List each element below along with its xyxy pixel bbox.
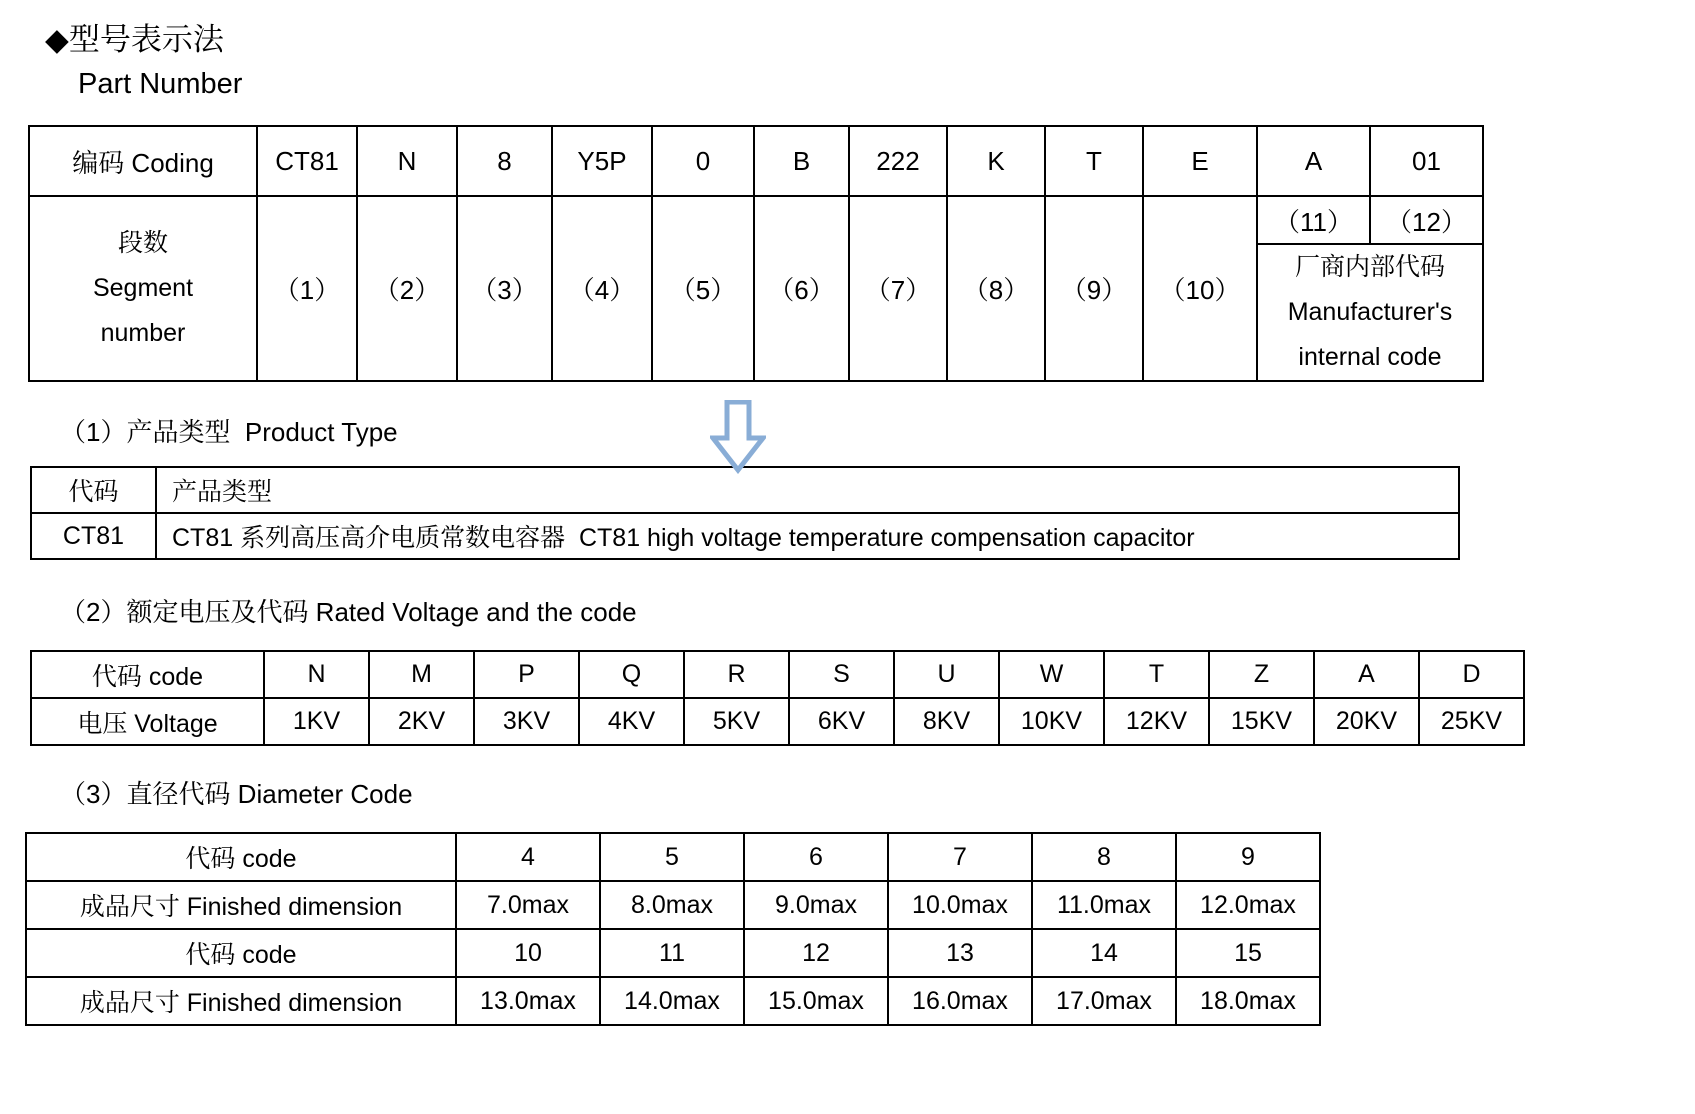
page-title-cn: ◆型号表示法 (45, 22, 224, 57)
segment-label-en2: number (100, 319, 186, 347)
diameter-dimension-label-cell: 成品尺寸 Finished dimension (26, 881, 456, 929)
part-number-coding-table (28, 125, 1484, 382)
down-arrow-shape (713, 402, 763, 470)
code-cell: B (754, 126, 849, 196)
down-arrow-icon (710, 400, 766, 474)
rated-voltage-table (30, 650, 1525, 746)
diameter-dimension-cell: 14.0max (600, 977, 744, 1025)
section-heading-diameter-code: （3）直径代码 Diameter Code (60, 779, 413, 809)
voltage-code-row (31, 651, 1524, 698)
voltage-code-cell: R (684, 651, 789, 698)
diameter-dimension-cell: 7.0max (456, 881, 600, 929)
coding-row (29, 126, 1483, 196)
voltage-value-cell: 3KV (474, 698, 579, 745)
diameter-dimension-cell: 16.0max (888, 977, 1032, 1025)
diameter-code-cell: 6 (744, 833, 888, 881)
voltage-code-cell: Q (579, 651, 684, 698)
diameter-dimension-cell: 9.0max (744, 881, 888, 929)
segment-cell: （6） (754, 196, 849, 381)
diameter-dimension-cell: 8.0max (600, 881, 744, 929)
diameter-code-cell: 4 (456, 833, 600, 881)
voltage-value-cell: 4KV (579, 698, 684, 745)
voltage-value-cell: 5KV (684, 698, 789, 745)
voltage-code-cell: T (1104, 651, 1209, 698)
diameter-dimension-cell: 11.0max (1032, 881, 1176, 929)
product-code-value-cell: CT81 (31, 513, 156, 559)
voltage-value-cell: 25KV (1419, 698, 1524, 745)
segment-cell: （8） (947, 196, 1045, 381)
segment-12-cell: （12） (1370, 196, 1483, 244)
internal-code-en2: internal code (1298, 343, 1442, 371)
diameter-code-cell: 12 (744, 929, 888, 977)
diameter-code-cell: 7 (888, 833, 1032, 881)
voltage-value-row (31, 698, 1524, 745)
diameter-code-cell: 9 (1176, 833, 1320, 881)
diameter-code-cell: 11 (600, 929, 744, 977)
product-type-table (30, 466, 1460, 560)
segment-11-cell: （11） (1257, 196, 1370, 244)
voltage-label-cell: 电压 Voltage (31, 698, 264, 745)
section-heading-rated-voltage: （2）额定电压及代码 Rated Voltage and the code (60, 597, 637, 627)
product-type-value-row (31, 513, 1459, 559)
diameter-dimension-cell: 10.0max (888, 881, 1032, 929)
diameter-dimension-cell: 13.0max (456, 977, 600, 1025)
diameter-dimension-cell: 12.0max (1176, 881, 1320, 929)
segment-cell: （2） (357, 196, 457, 381)
product-type-value-cell: CT81 系列高压高介电质常数电容器 CT81 high voltage temperature compensation capacitor (156, 513, 1459, 559)
segment-cell: （5） (652, 196, 754, 381)
section-heading-product-type: （1）产品类型 Product Type (60, 417, 398, 447)
diameter-dimension-cell: 18.0max (1176, 977, 1320, 1025)
diameter-dimension-cell: 15.0max (744, 977, 888, 1025)
diameter-code-cell: 14 (1032, 929, 1176, 977)
diameter-code-cell: 15 (1176, 929, 1320, 977)
segment-cell: （7） (849, 196, 947, 381)
voltage-value-cell: 1KV (264, 698, 369, 745)
voltage-value-cell: 2KV (369, 698, 474, 745)
diameter-code-cell: 8 (1032, 833, 1176, 881)
voltage-code-label-cell: 代码 code (31, 651, 264, 698)
diameter-code-label-cell: 代码 code (26, 929, 456, 977)
diameter-code-table (25, 832, 1321, 1026)
segment-cell: （1） (257, 196, 357, 381)
code-cell: N (357, 126, 457, 196)
internal-code-en1: Manufacturer's (1287, 298, 1453, 326)
segment-cell: （4） (552, 196, 652, 381)
voltage-code-cell: P (474, 651, 579, 698)
page-title-en: Part Number (78, 68, 243, 100)
voltage-value-cell: 12KV (1104, 698, 1209, 745)
voltage-value-cell: 6KV (789, 698, 894, 745)
segment-label-en1: Segment (92, 274, 194, 302)
segment-cell: （9） (1045, 196, 1143, 381)
voltage-code-cell: Z (1209, 651, 1314, 698)
diameter-code-cell: 5 (600, 833, 744, 881)
diameter-dimension-row-1 (26, 881, 1320, 929)
code-cell: K (947, 126, 1045, 196)
diameter-code-cell: 13 (888, 929, 1032, 977)
voltage-value-cell: 20KV (1314, 698, 1419, 745)
diameter-dimension-cell: 17.0max (1032, 977, 1176, 1025)
internal-code-cn: 厂商内部代码 (1294, 253, 1445, 281)
code-cell: 222 (849, 126, 947, 196)
code-cell: E (1143, 126, 1257, 196)
diameter-code-row-1 (26, 833, 1320, 881)
code-cell: 01 (1370, 126, 1483, 196)
voltage-code-cell: U (894, 651, 999, 698)
internal-code-cell (1257, 244, 1483, 381)
segment-cell: （3） (457, 196, 552, 381)
segment-label-cn: 段数 (117, 229, 168, 257)
voltage-value-cell: 10KV (999, 698, 1104, 745)
voltage-code-cell: S (789, 651, 894, 698)
product-code-header-cell: 代码 (31, 467, 156, 513)
code-cell: Y5P (552, 126, 652, 196)
diameter-code-label-cell: 代码 code (26, 833, 456, 881)
diameter-code-row-2 (26, 929, 1320, 977)
voltage-code-cell: W (999, 651, 1104, 698)
segment-label-cell (29, 196, 257, 381)
segment-row (29, 196, 1483, 244)
coding-label-cell: 编码 Coding (29, 126, 257, 196)
diameter-dimension-row-2 (26, 977, 1320, 1025)
voltage-code-cell: N (264, 651, 369, 698)
voltage-code-cell: D (1419, 651, 1524, 698)
voltage-value-cell: 15KV (1209, 698, 1314, 745)
segment-cell: （10） (1143, 196, 1257, 381)
product-type-header-cell: 产品类型 (156, 467, 1459, 513)
code-cell: T (1045, 126, 1143, 196)
voltage-code-cell: M (369, 651, 474, 698)
code-cell: CT81 (257, 126, 357, 196)
code-cell: 8 (457, 126, 552, 196)
voltage-value-cell: 8KV (894, 698, 999, 745)
voltage-code-cell: A (1314, 651, 1419, 698)
code-cell: A (1257, 126, 1370, 196)
diameter-code-cell: 10 (456, 929, 600, 977)
code-cell: 0 (652, 126, 754, 196)
diameter-dimension-label-cell: 成品尺寸 Finished dimension (26, 977, 456, 1025)
